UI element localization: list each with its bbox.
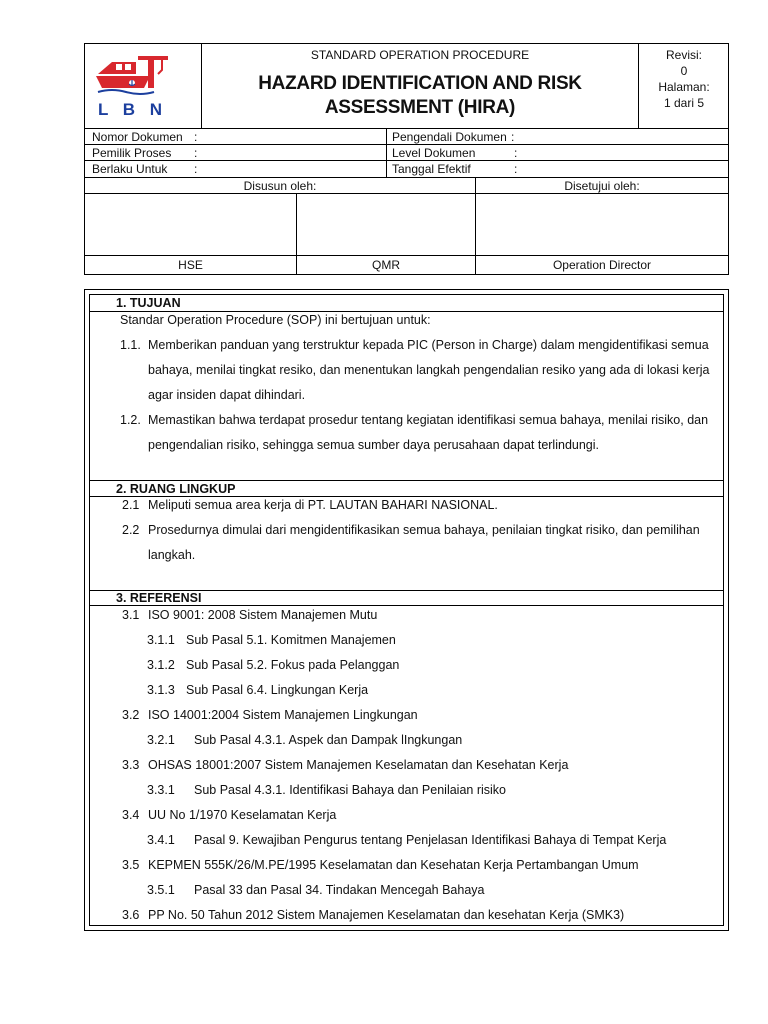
ref-text: PP No. 50 Tahun 2012 Sistem Manajemen Keselamatan dan kesehatan Kerja (SMK3) xyxy=(148,908,625,922)
halaman-label: Halaman: xyxy=(658,80,710,94)
halaman-value: 1 dari 5 xyxy=(663,96,705,110)
ref-text: KEPMEN 555K/26/M.PE/1995 Keselamatan dan Kesehatan Kerja Pertambangan Umum xyxy=(148,858,639,872)
ship-crane-logo-icon xyxy=(92,52,172,98)
list-item-text: Meliputi semua area kerja di PT. LAUTAN BAHARI NASIONAL. xyxy=(148,498,498,512)
info-colon: : xyxy=(514,162,518,176)
document-title-line2: ASSESSMENT (HIRA) xyxy=(324,97,516,118)
info-label-tanggal-efektif: Tanggal Efektif xyxy=(392,162,471,176)
list-item-text: Memastikan bahwa terdapat prosedur tentang kegiatan identifikasi semua bahaya, menilai risiko, dan xyxy=(148,413,709,427)
divider xyxy=(85,128,728,129)
info-colon: : xyxy=(194,130,198,144)
info-label-level-dokumen: Level Dokumen xyxy=(392,146,476,160)
role-operation-director: Operation Director xyxy=(552,258,652,272)
section-heading-tujuan: 1. TUJUAN xyxy=(116,296,181,310)
ref-number: 3.1.1 xyxy=(147,633,175,647)
ref-text: ISO 9001: 2008 Sistem Manajemen Mutu xyxy=(148,608,378,622)
ref-number: 3.1.3 xyxy=(147,683,175,697)
info-colon: : xyxy=(511,130,515,144)
ref-text: Sub Pasal 5.1. Komitmen Manajemen xyxy=(186,633,396,647)
revisi-label: Revisi: xyxy=(665,48,702,62)
divider xyxy=(90,496,723,497)
info-colon: : xyxy=(194,146,198,160)
section-heading-referensi: 3. REFERENSI xyxy=(116,591,202,605)
ref-number: 3.6 xyxy=(122,908,140,922)
logo-text: L B N xyxy=(98,100,168,119)
list-number: 2.1 xyxy=(122,498,140,512)
info-label-berlaku-untuk: Berlaku Untuk xyxy=(92,162,168,176)
info-colon: : xyxy=(514,146,518,160)
divider xyxy=(90,605,723,606)
list-item-text: agar insiden dapat dihindari. xyxy=(148,388,306,402)
section-heading-ruang-lingkup: 2. RUANG LINGKUP xyxy=(116,482,236,496)
role-hse: HSE xyxy=(178,258,203,272)
list-number: 2.2 xyxy=(122,523,140,537)
info-colon: : xyxy=(194,162,198,176)
document-title-line1: HAZARD IDENTIFICATION AND RISK xyxy=(258,73,582,94)
revisi-value: 0 xyxy=(680,64,688,78)
ref-number: 3.2.1 xyxy=(147,733,175,747)
divider xyxy=(85,144,728,145)
list-item-text: pengendalian risiko, sehingga semua sumber daya perusahaan dapat terlindungi. xyxy=(148,438,600,452)
company-logo xyxy=(92,52,172,122)
divider xyxy=(85,255,728,256)
list-number: 1.2. xyxy=(120,413,141,427)
ref-text: UU No 1/1970 Keselamatan Kerja xyxy=(148,808,337,822)
divider xyxy=(386,128,387,177)
ref-text: Pasal 33 dan Pasal 34. Tindakan Mencegah Bahaya xyxy=(194,883,485,897)
ref-number: 3.4 xyxy=(122,808,140,822)
list-item-text: bahaya, menilai tingkat resiko, dan menentukan langkah pengendalian resiko yang ada di lokasi kerja xyxy=(148,363,710,377)
disusun-oleh-label: Disusun oleh: xyxy=(243,179,317,193)
divider xyxy=(85,177,728,178)
disetujui-oleh-label: Disetujui oleh: xyxy=(564,179,640,193)
ref-number: 3.5.1 xyxy=(147,883,175,897)
divider xyxy=(90,480,723,481)
ref-number: 3.5 xyxy=(122,858,140,872)
sop-label: STANDARD OPERATION PROCEDURE xyxy=(310,48,530,62)
ref-number: 3.4.1 xyxy=(147,833,175,847)
ref-text: Sub Pasal 4.3.1. Aspek dan Dampak lIngkungan xyxy=(194,733,463,747)
ref-number: 3.3.1 xyxy=(147,783,175,797)
ref-number: 3.2 xyxy=(122,708,140,722)
ref-text: Sub Pasal 4.3.1. Identifikasi Bahaya dan Penilaian risiko xyxy=(194,783,506,797)
ref-number: 3.3 xyxy=(122,758,140,772)
info-label-pemilik-proses: Pemilik Proses xyxy=(92,146,172,160)
ref-text: Pasal 9. Kewajiban Pengurus tentang Penjelasan Identifikasi Bahaya di Tempat Kerja xyxy=(194,833,667,847)
divider xyxy=(85,193,728,194)
role-qmr: QMR xyxy=(372,258,400,272)
ref-text: OHSAS 18001:2007 Sistem Manajemen Keselamatan dan Kesehatan Kerja xyxy=(148,758,569,772)
info-label-pengendali-dokumen: Pengendali Dokumen xyxy=(392,130,507,144)
divider xyxy=(90,311,723,312)
list-item-text: langkah. xyxy=(148,548,196,562)
ref-text: Sub Pasal 5.2. Fokus pada Pelanggan xyxy=(186,658,400,672)
ref-text: Sub Pasal 6.4. Lingkungan Kerja xyxy=(186,683,369,697)
ref-number: 3.1.2 xyxy=(147,658,175,672)
list-item-text: Memberikan panduan yang terstruktur kepada PIC (Person in Charge) dalam mengidentifikasi semua xyxy=(148,338,709,352)
tujuan-intro: Standar Operation Procedure (SOP) ini bertujuan untuk: xyxy=(120,313,431,327)
list-item-text: Prosedurnya dimulai dari mengidentifikasikan semua bahaya, penilaian tingkat risiko, dan pemilihan xyxy=(148,523,700,537)
ref-number: 3.1 xyxy=(122,608,140,622)
ref-text: ISO 14001:2004 Sistem Manajemen Lingkungan xyxy=(148,708,418,722)
info-label-nomor-dokumen: Nomor Dokumen xyxy=(92,130,183,144)
divider xyxy=(85,160,728,161)
list-number: 1.1. xyxy=(120,338,141,352)
